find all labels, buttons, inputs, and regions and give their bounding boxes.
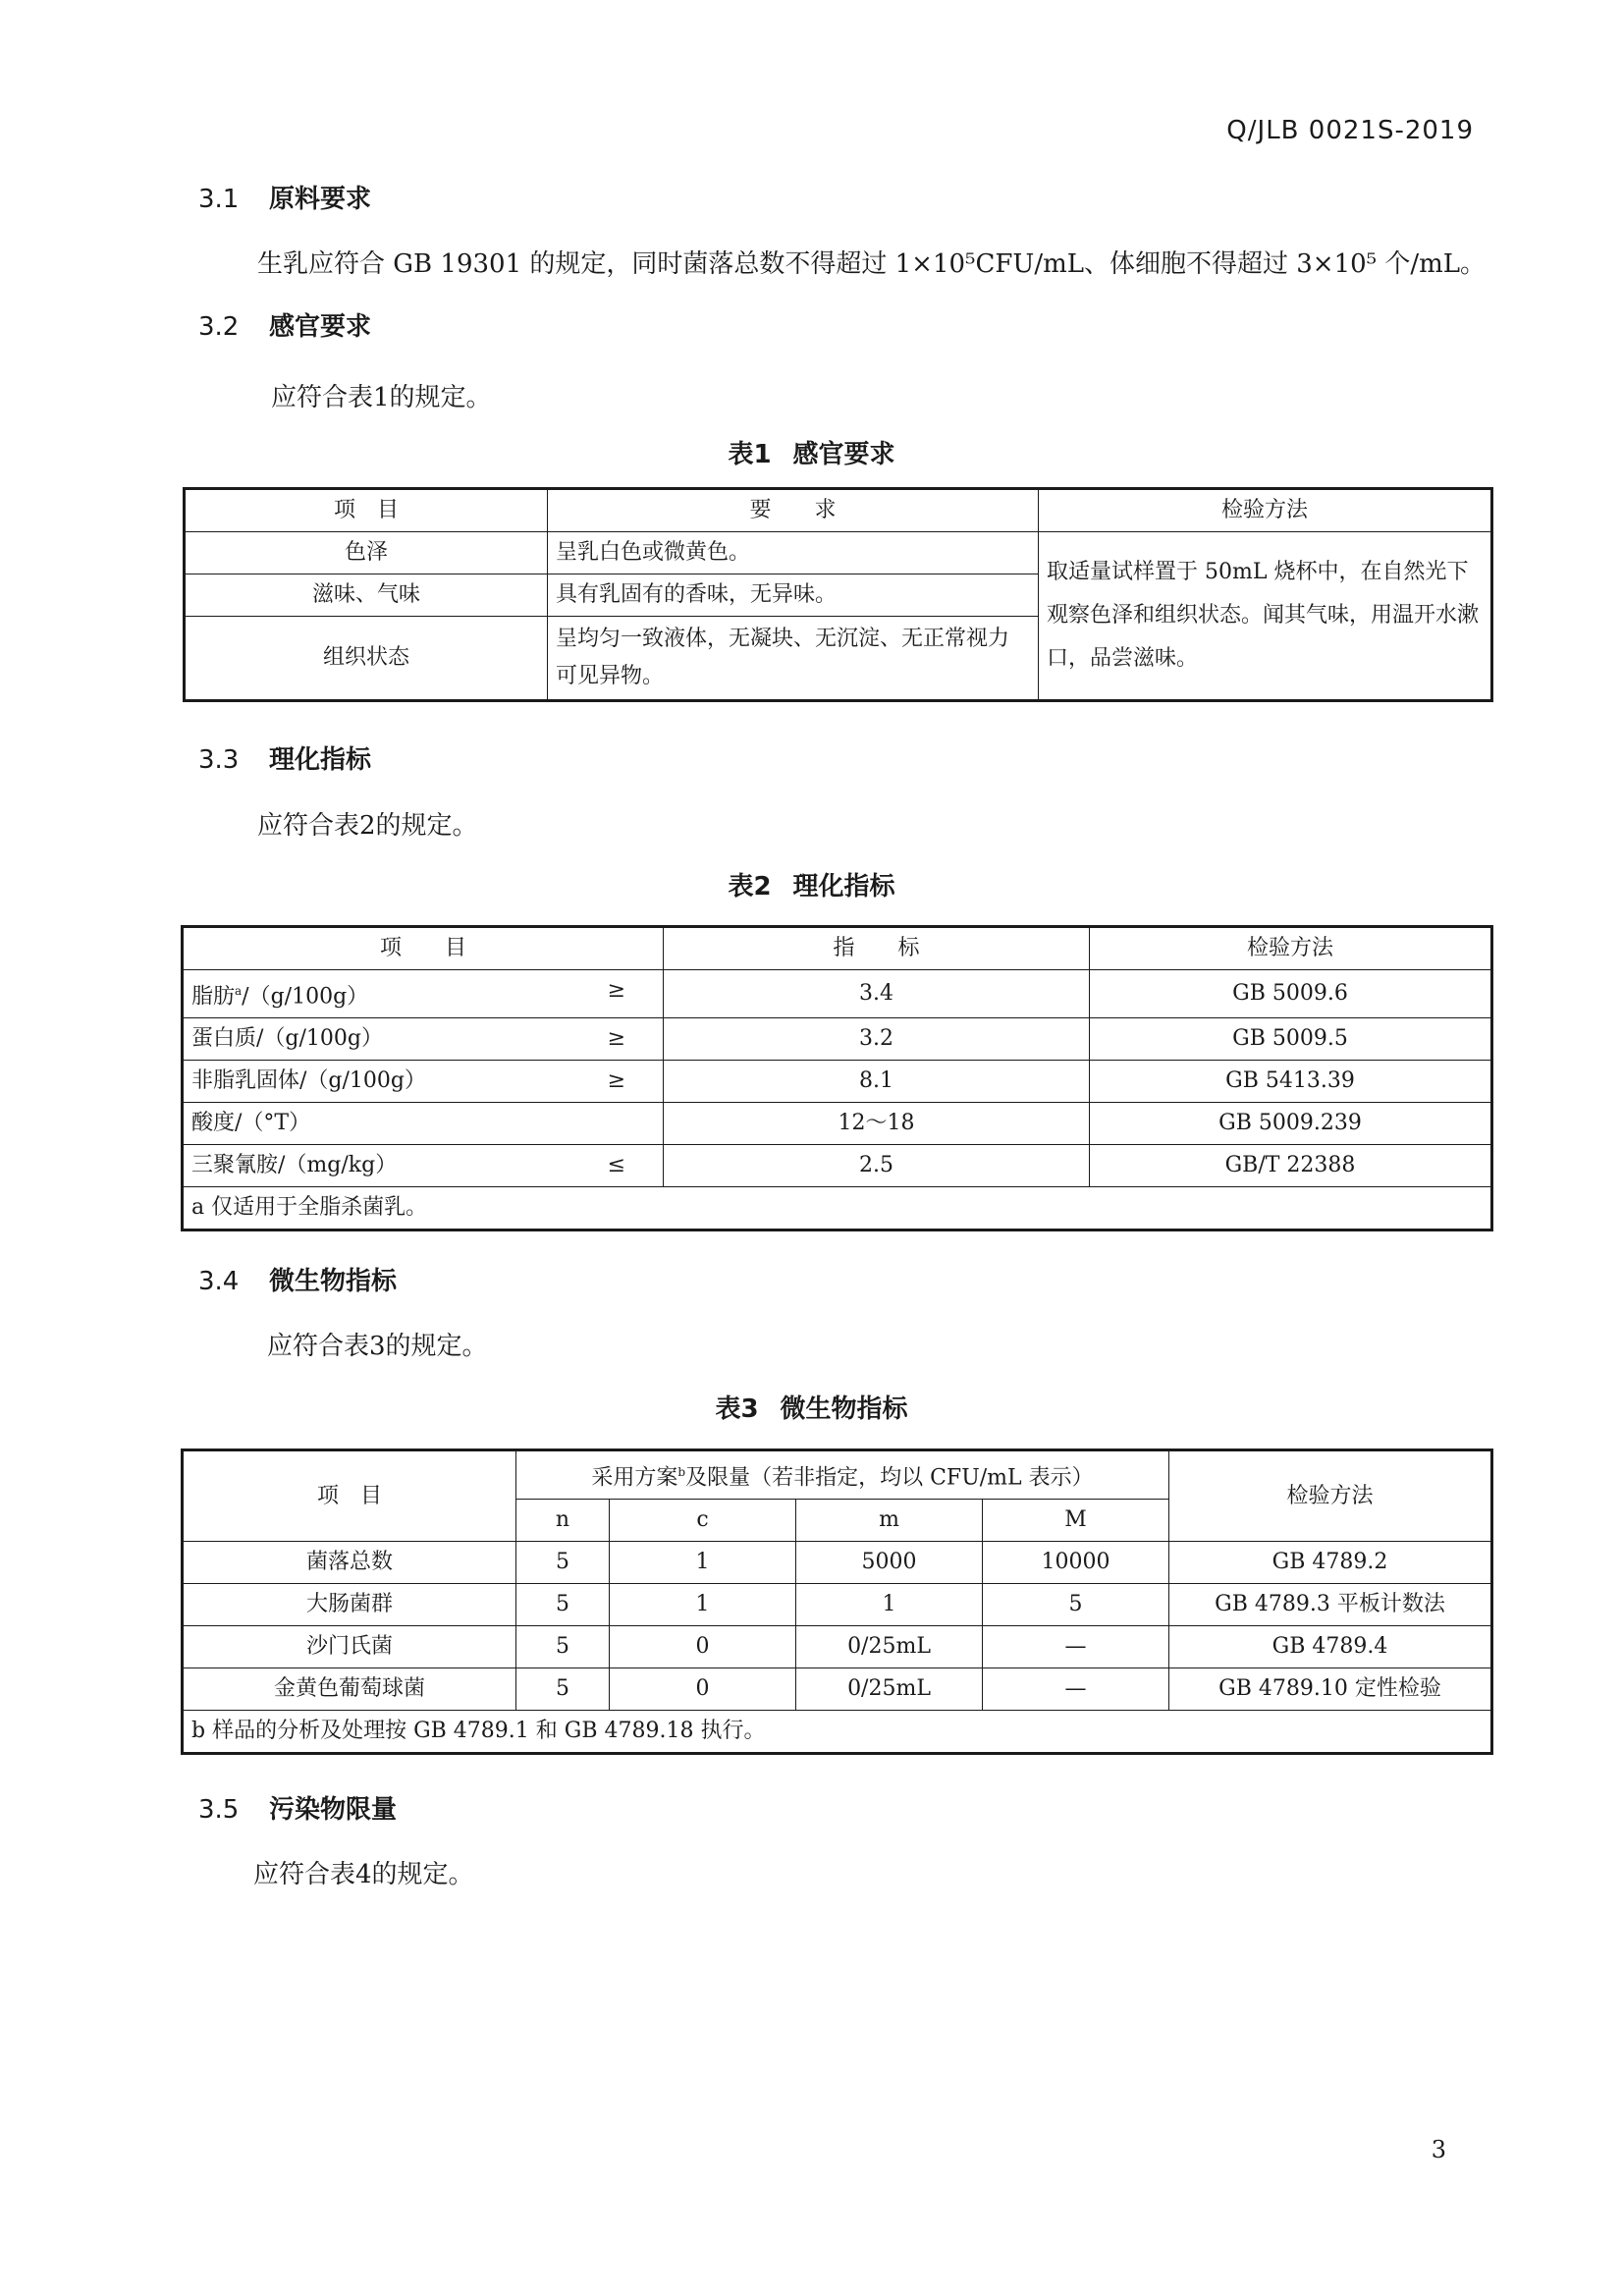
- cell-c: 1: [610, 1542, 796, 1584]
- table2-caption: [0, 866, 1623, 902]
- table-row: [183, 1018, 1492, 1061]
- cell-method: GB 5413.39: [1090, 1061, 1492, 1103]
- table-header-requirement: 要 求: [548, 489, 1039, 532]
- header-text: 及限量（若非指定，均以 CFU/mL 表示）: [685, 1465, 1094, 1491]
- table-title: 感官要求: [792, 440, 895, 469]
- table-header-item: 项 目: [183, 1450, 516, 1542]
- section-3-4-heading: [198, 1261, 397, 1297]
- section-3-5-heading: [198, 1789, 397, 1826]
- cell-unit: /（°T）: [235, 1111, 311, 1136]
- section-number: 3.3: [198, 745, 240, 775]
- section-3-2-heading: [198, 306, 371, 343]
- cell-method: GB/T 22388: [1090, 1145, 1492, 1187]
- cell-requirement: 具有乳固有的香味，无异味。: [548, 574, 1039, 617]
- table-subheader-c: c: [610, 1500, 796, 1542]
- table-header-item: 项 目: [183, 927, 664, 970]
- table-row: [183, 1584, 1492, 1626]
- table-header-method: 检验方法: [1090, 927, 1492, 970]
- section-title: 污染物限量: [269, 1795, 398, 1825]
- section-3-2-text: 应符合表1的规定。: [271, 383, 492, 412]
- cell-method: GB 5009.6: [1090, 970, 1492, 1018]
- table-footnote: a 仅适用于全脂杀菌乳。: [183, 1187, 1492, 1230]
- table3-caption: [0, 1389, 1623, 1425]
- cell-item: 菌落总数: [183, 1542, 516, 1584]
- table-label: 表2: [728, 872, 772, 902]
- cell-n: 5: [516, 1584, 610, 1626]
- cell-method: GB 4789.3 平板计数法: [1169, 1584, 1492, 1626]
- cell-m: 5000: [796, 1542, 983, 1584]
- table-note-row: [183, 1187, 1492, 1230]
- cell-n: 5: [516, 1626, 610, 1668]
- cell-item: 组织状态: [185, 617, 548, 701]
- cell-requirement: 呈乳白色或微黄色。: [548, 532, 1039, 574]
- table-label: 表3: [715, 1394, 759, 1424]
- cell-c: 0: [610, 1668, 796, 1711]
- table-row: [183, 1668, 1492, 1711]
- cell-method: GB 4789.2: [1169, 1542, 1492, 1584]
- cell-m: 0/25mL: [796, 1668, 983, 1711]
- cell-m: 1: [796, 1584, 983, 1626]
- section-3-4-text: 应符合表3的规定。: [267, 1332, 488, 1361]
- table-header-index: 指 标: [664, 927, 1090, 970]
- table-row: [183, 1542, 1492, 1584]
- cell-item: 脂肪: [191, 984, 236, 1010]
- table-header-sampling-plan: [516, 1450, 1169, 1500]
- cell-unit: /（g/100g）: [256, 1026, 383, 1052]
- cell-value: 3.2: [664, 1018, 1090, 1061]
- table-subheader-m: m: [796, 1500, 983, 1542]
- cell-method: GB 4789.4: [1169, 1626, 1492, 1668]
- cell-requirement: 呈均匀一致液体，无凝块、无沉淀、无正常视力可见异物。: [548, 617, 1039, 701]
- header-text: 采用方案: [591, 1465, 678, 1491]
- cell-item: 金黄色葡萄球菌: [183, 1668, 516, 1711]
- cell-m: 0/25mL: [796, 1626, 983, 1668]
- comparison-symbol: ≥: [607, 978, 625, 1003]
- footnote-marker: a: [235, 984, 243, 998]
- table-row: [183, 970, 1492, 1018]
- table-row: [183, 1145, 1492, 1187]
- table-note-row: [183, 1711, 1492, 1754]
- cell-c: 1: [610, 1584, 796, 1626]
- cell-item: 酸度: [191, 1111, 236, 1136]
- cell-c: 0: [610, 1626, 796, 1668]
- table-title: 理化指标: [792, 872, 895, 902]
- cell-M: —: [983, 1668, 1169, 1711]
- table-row: [183, 1061, 1492, 1103]
- table2-physicochemical: [181, 925, 1493, 1231]
- table-header-method: 检验方法: [1039, 489, 1492, 532]
- cell-unit: /（mg/kg）: [278, 1153, 398, 1178]
- cell-method: GB 5009.5: [1090, 1018, 1492, 1061]
- table1-caption: [0, 434, 1623, 470]
- cell-item: 三聚氰胺: [191, 1153, 279, 1178]
- comparison-symbol: ≤: [607, 1153, 625, 1178]
- cell-unit: /（g/100g）: [299, 1068, 426, 1094]
- table-header-method: 检验方法: [1169, 1450, 1492, 1542]
- cell-method: GB 4789.10 定性检验: [1169, 1668, 1492, 1711]
- cell-method: GB 5009.239: [1090, 1103, 1492, 1145]
- cell-item: 大肠菌群: [183, 1584, 516, 1626]
- table-title: 微生物指标: [780, 1394, 908, 1424]
- section-3-5-text: 应符合表4的规定。: [253, 1860, 474, 1889]
- section-number: 3.2: [198, 312, 240, 342]
- cell-n: 5: [516, 1668, 610, 1711]
- section-3-1-text: 生乳应符合 GB 19301 的规定，同时菌落总数不得超过 1×10⁵CFU/mL、体细胞不得超过 3×10⁵ 个/mL。: [257, 249, 1487, 279]
- cell-M: 10000: [983, 1542, 1169, 1584]
- section-title: 原料要求: [269, 185, 372, 214]
- section-3-1-heading: [198, 179, 371, 215]
- page-number: 3: [1431, 2136, 1446, 2163]
- section-3-3-heading: [198, 739, 371, 776]
- cell-unit: /（g/100g）: [242, 984, 369, 1010]
- table3-microbiological: [181, 1449, 1493, 1755]
- cell-M: 5: [983, 1584, 1169, 1626]
- document-code: Q/JLB 0021S-2019: [1226, 116, 1474, 145]
- cell-item: 滋味、气味: [185, 574, 548, 617]
- section-title: 微生物指标: [269, 1267, 398, 1296]
- cell-n: 5: [516, 1542, 610, 1584]
- comparison-symbol: ≥: [607, 1026, 625, 1052]
- comparison-symbol: ≥: [607, 1068, 625, 1094]
- cell-M: —: [983, 1626, 1169, 1668]
- section-number: 3.5: [198, 1795, 240, 1825]
- table1-sensory: [183, 487, 1493, 702]
- footnote-marker: b: [677, 1465, 686, 1479]
- section-number: 3.4: [198, 1267, 240, 1296]
- cell-item: 色泽: [185, 532, 548, 574]
- cell-item: 非脂乳固体: [191, 1068, 300, 1094]
- table-header-item: 项 目: [185, 489, 548, 532]
- table-subheader-n: n: [516, 1500, 610, 1542]
- section-title: 理化指标: [269, 745, 372, 775]
- table-row: [185, 532, 1492, 574]
- cell-method: 取适量试样置于 50mL 烧杯中，在自然光下观察色泽和组织状态。闻其气味，用温开水漱口，品尝滋味。: [1039, 532, 1492, 701]
- cell-value: 3.4: [664, 970, 1090, 1018]
- section-number: 3.1: [198, 185, 240, 214]
- cell-value: 12～18: [664, 1103, 1090, 1145]
- table-row: [183, 1103, 1492, 1145]
- table-subheader-M: M: [983, 1500, 1169, 1542]
- table-row: [183, 1626, 1492, 1668]
- cell-item: 蛋白质: [191, 1026, 257, 1052]
- section-3-3-text: 应符合表2的规定。: [257, 811, 478, 841]
- cell-value: 8.1: [664, 1061, 1090, 1103]
- section-title: 感官要求: [269, 312, 372, 342]
- table-label: 表1: [728, 440, 772, 469]
- cell-value: 2.5: [664, 1145, 1090, 1187]
- cell-item: 沙门氏菌: [183, 1626, 516, 1668]
- table-footnote: b 样品的分析及处理按 GB 4789.1 和 GB 4789.18 执行。: [183, 1711, 1492, 1754]
